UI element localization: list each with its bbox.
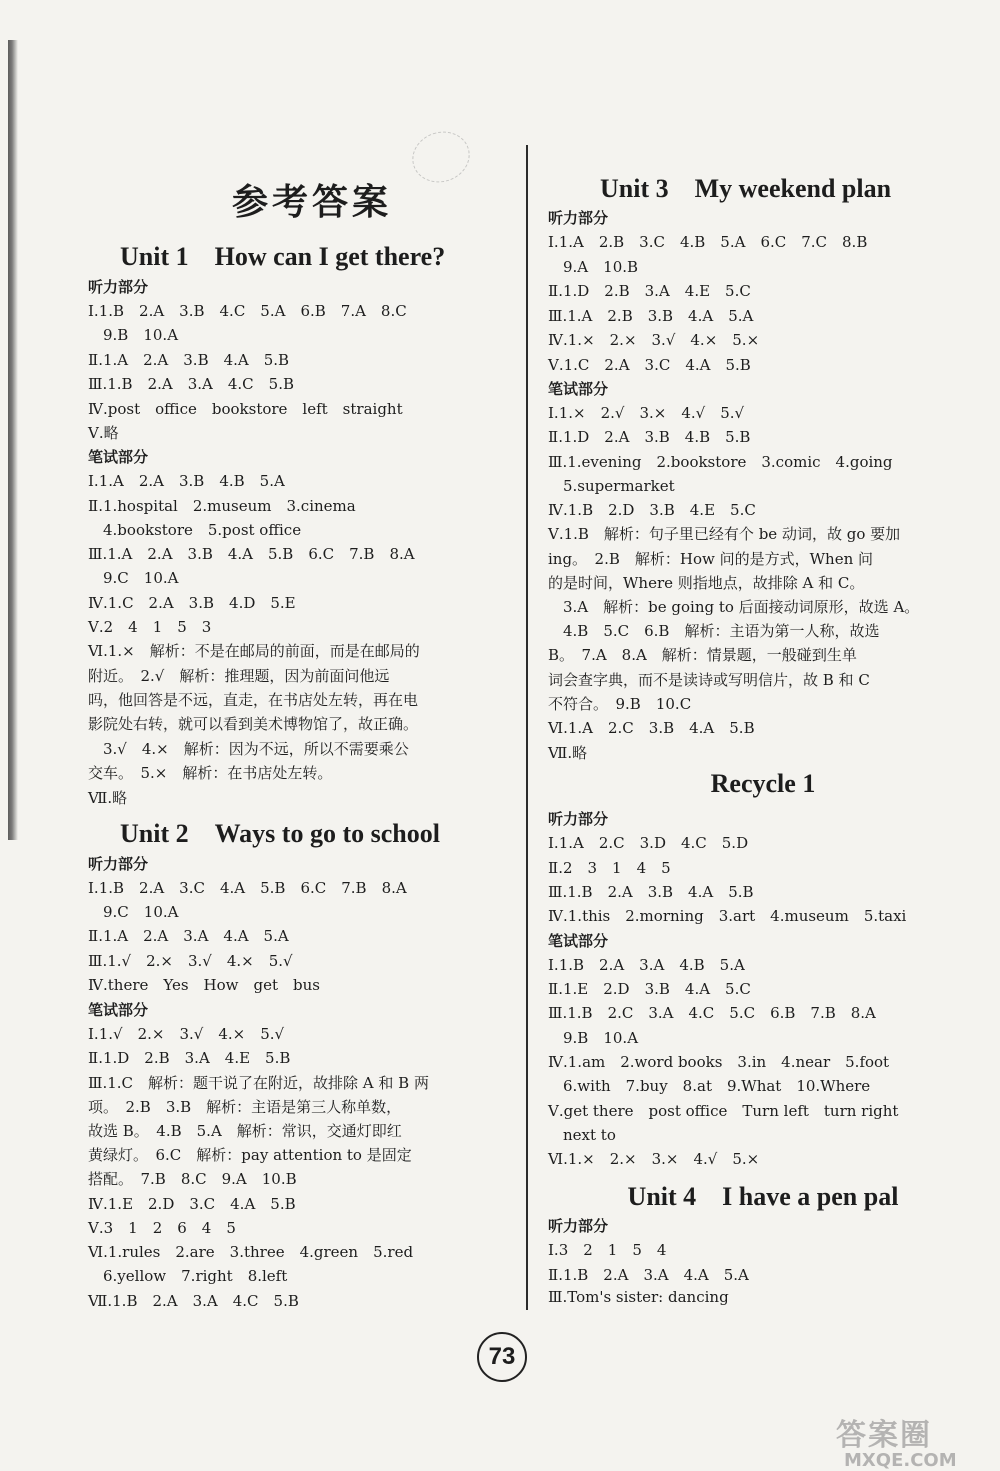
answer-line: Ⅴ.1.C 2.A 3.C 4.A 5.B [548, 356, 751, 374]
watermark-logo [836, 1410, 986, 1471]
unit-heading: Unit 1 How can I get there? [120, 242, 446, 271]
page-title: 参考答案 [232, 181, 393, 223]
answer-line: Ⅲ.1.B 2.C 3.A 4.C 5.C 6.B 7.B 8.A [548, 1004, 876, 1022]
answer-line: Ⅳ.1.B 2.D 3.B 4.E 5.C [548, 501, 756, 519]
answer-line: Ⅰ.1.√ 2.× 3.√ 4.× 5.√ [88, 1025, 285, 1043]
answer-line: Ⅰ.1.A 2.A 3.B 4.B 5.A [88, 472, 285, 490]
answer-line: Ⅳ.there Yes How get bus [88, 976, 320, 994]
answer-line: 附近。 2.√ 解析：推理题，因为前面问他远 [88, 667, 390, 685]
answer-line: 9.B 10.A [548, 1029, 639, 1047]
answer-line: Ⅰ.1.× 2.√ 3.× 4.√ 5.√ [548, 404, 745, 422]
answer-line: Ⅳ.post office bookstore left straight [88, 400, 403, 418]
answer-line: 吗，他回答是不远，直走，在书店处左转，再在电 [88, 691, 419, 709]
answer-line: Ⅵ.1.rules 2.are 3.three 4.green 5.red [88, 1243, 414, 1261]
section-label: 听力部分 [548, 209, 609, 227]
answer-line: Ⅲ.Tom's sister: dancing [548, 1288, 729, 1306]
section-label: 笔试部分 [548, 932, 609, 950]
answer-line: Ⅰ.1.A 2.C 3.D 4.C 5.D [548, 834, 749, 852]
answer-line: Ⅲ.1.A 2.B 3.B 4.A 5.A [548, 307, 754, 325]
answer-line: 的是时间，Where 则指地点，故排除 A 和 C。 [548, 574, 865, 592]
answer-line: Ⅶ.略 [548, 744, 588, 762]
answer-line: Ⅱ.1.A 2.A 3.A 4.A 5.A [88, 927, 289, 945]
answer-line: 9.C 10.A [88, 903, 179, 921]
answer-line: ing。 2.B 解析：How 问的是方式，When 问 [548, 550, 873, 568]
answer-line: Ⅶ.略 [88, 789, 128, 807]
section-label: 笔试部分 [88, 448, 149, 466]
answer-line: 故选 B。 4.B 5.A 解析：常识，交通灯即红 [88, 1122, 402, 1140]
answer-line: 影院处右转，就可以看到美术博物馆了，故正确。 [88, 715, 419, 733]
answer-line: Ⅱ.1.D 2.B 3.A 4.E 5.B [88, 1049, 291, 1067]
section-label: 听力部分 [548, 810, 609, 828]
answer-line: Ⅱ.1.A 2.A 3.B 4.A 5.B [88, 351, 290, 369]
answer-line: 4.bookstore 5.post office [88, 521, 302, 539]
answer-line: Ⅳ.1.am 2.word books 3.in 4.near 5.foot [548, 1053, 890, 1071]
answer-line: Ⅰ.3 2 1 5 4 [548, 1241, 667, 1259]
answer-line: 6.with 7.buy 8.at 9.What 10.Where [548, 1077, 871, 1095]
answer-line: Ⅲ.1.√ 2.× 3.√ 4.× 5.√ [88, 952, 293, 970]
answer-line: Ⅰ.1.A 2.B 3.C 4.B 5.A 6.C 7.C 8.B [548, 233, 868, 251]
answer-line: Ⅰ.1.B 2.A 3.A 4.B 5.A [548, 956, 745, 974]
section-label: 笔试部分 [548, 380, 609, 398]
answer-line: Ⅵ.1.× 解析：不是在邮局的前面，而是在邮局的 [88, 642, 420, 660]
answer-line: Ⅳ.1.this 2.morning 3.art 4.museum 5.taxi [548, 907, 907, 925]
answer-line: Ⅴ.get there post office Turn left turn right [548, 1102, 899, 1120]
answer-line: 9.A 10.B [548, 258, 639, 276]
answer-line: Ⅳ.1.× 2.× 3.√ 4.× 5.× [548, 331, 760, 349]
answer-line: Ⅴ.3 1 2 6 4 5 [88, 1219, 236, 1237]
answer-line: Ⅱ.2 3 1 4 5 [548, 859, 671, 877]
answer-line: Ⅰ.1.B 2.A 3.C 4.A 5.B 6.C 7.B 8.A [88, 879, 407, 897]
answer-line: Ⅴ.1.B 解析：句子里已经有个 be 动词，故 go 要加 [548, 525, 901, 543]
answer-line: Ⅵ.1.× 2.× 3.× 4.√ 5.× [548, 1150, 760, 1168]
answer-line: 项。 2.B 3.B 解析：主语是第三人称单数， [88, 1098, 402, 1116]
page-number: 73 [477, 1332, 527, 1382]
unit-heading: Unit 2 Ways to go to school [120, 819, 440, 848]
answer-line: next to [548, 1126, 616, 1144]
answer-line: Ⅲ.1.B 2.A 3.B 4.A 5.B [548, 883, 754, 901]
answer-line: Ⅱ.1.D 2.B 3.A 4.E 5.C [548, 282, 751, 300]
section-label: 听力部分 [88, 278, 149, 296]
answer-line: Ⅰ.1.B 2.A 3.B 4.C 5.A 6.B 7.A 8.C [88, 302, 407, 320]
answer-line: 3.√ 4.× 解析：因为不远，所以不需要乘公 [88, 740, 409, 758]
faint-stamp-mark [406, 124, 477, 189]
answer-line: Ⅵ.1.A 2.C 3.B 4.A 5.B [548, 719, 755, 737]
unit-heading: Recycle 1 [710, 769, 816, 798]
section-label: 听力部分 [548, 1217, 609, 1235]
section-label: 笔试部分 [88, 1001, 149, 1019]
answer-line: 5.supermarket [548, 477, 675, 495]
answer-line: 搭配。 7.B 8.C 9.A 10.B [88, 1170, 297, 1188]
answer-line: Ⅱ.1.E 2.D 3.B 4.A 5.C [548, 980, 751, 998]
answer-line: B。 7.A 8.A 解析：情景题，一般碰到生单 [548, 646, 857, 664]
answer-line: 词会查字典，而不是读诗或写明信片，故 B 和 C [548, 671, 870, 689]
answer-line: Ⅱ.1.B 2.A 3.A 4.A 5.A [548, 1266, 749, 1284]
section-label: 听力部分 [88, 855, 149, 873]
answer-line: 4.B 5.C 6.B 解析：主语为第一人称，故选 [548, 622, 880, 640]
answer-line: Ⅲ.1.B 2.A 3.A 4.C 5.B [88, 375, 294, 393]
answer-line: Ⅱ.1.D 2.A 3.B 4.B 5.B [548, 428, 751, 446]
answer-line: Ⅲ.1.evening 2.bookstore 3.comic 4.going [548, 453, 893, 471]
answer-line: Ⅴ.略 [88, 424, 119, 442]
watermark-text: 答案圈 [836, 1418, 932, 1453]
answer-line: 黄绿灯。 6.C 解析：pay attention to 是固定 [88, 1146, 412, 1164]
answer-line: Ⅳ.1.E 2.D 3.C 4.A 5.B [88, 1195, 296, 1213]
answer-line: 9.B 10.A [88, 326, 179, 344]
watermark-url: MXQE.COM [844, 1450, 957, 1471]
unit-heading: Unit 4 I have a pen pal [627, 1182, 899, 1211]
answer-line: Ⅲ.1.A 2.A 3.B 4.A 5.B 6.C 7.B 8.A [88, 545, 415, 563]
answer-line: 不符合。 9.B 10.C [548, 695, 692, 713]
answer-line: Ⅲ.1.C 解析：题干说了在附近，故排除 A 和 B 两 [88, 1074, 429, 1092]
answer-line: 交车。 5.× 解析：在书店处左转。 [88, 764, 333, 782]
answer-line: Ⅴ.2 4 1 5 3 [88, 618, 212, 636]
answer-line: 6.yellow 7.right 8.left [88, 1267, 288, 1285]
answer-line: 9.C 10.A [88, 569, 179, 587]
answer-line: Ⅶ.1.B 2.A 3.A 4.C 5.B [88, 1292, 299, 1310]
column-divider [526, 145, 528, 1310]
answer-line: Ⅱ.1.hospital 2.museum 3.cinema [88, 497, 356, 515]
unit-heading: Unit 3 My weekend plan [600, 174, 892, 203]
answer-line: 3.A 解析：be going to 后面接动词原形，故选 A。 [548, 598, 920, 616]
scan-edge-shadow [8, 40, 18, 840]
answer-line: Ⅳ.1.C 2.A 3.B 4.D 5.E [88, 594, 296, 612]
